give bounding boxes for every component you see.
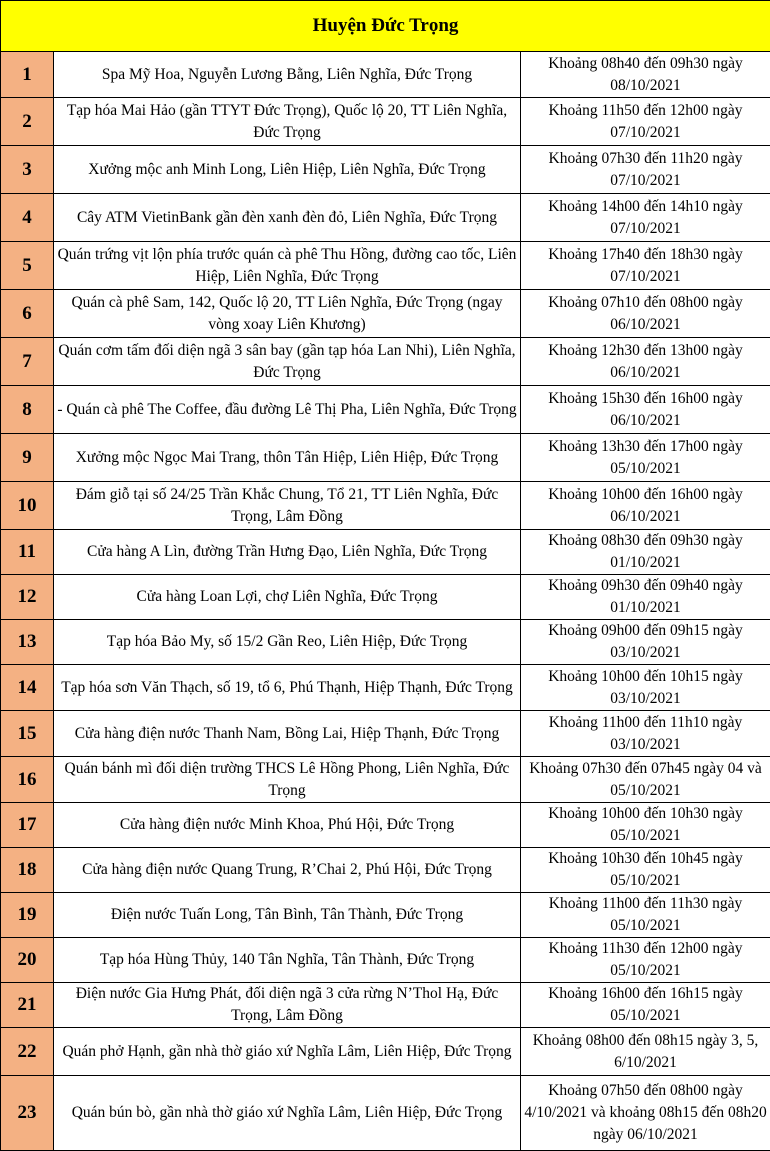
table-row xyxy=(1,665,770,711)
table-title: Huyện Đức Trọng xyxy=(1,1,770,52)
location-cell: Tạp hóa Bảo My, số 15/2 Gần Reo, Liên Hiệp, Đức Trọng xyxy=(54,620,521,665)
table-row xyxy=(1,482,770,530)
time-cell: Khoảng 11h50 đến 12h00 ngày 07/10/2021 xyxy=(521,98,770,146)
time-cell: Khoảng 07h30 đến 11h20 ngày 07/10/2021 xyxy=(521,146,770,194)
location-cell: Quán trứng vịt lộn phía trước quán cà phê Thu Hồng, đường cao tốc, Liên Hiệp, Liên Nghĩa, Đức Trọng xyxy=(54,242,521,290)
location-cell: Quán cơm tấm đối diện ngã 3 sân bay (gần tạp hóa Lan Nhi), Liên Nghĩa, Đức Trọng xyxy=(54,338,521,386)
row-number: 15 xyxy=(1,711,54,757)
row-number: 12 xyxy=(1,575,54,620)
table-row xyxy=(1,52,770,98)
location-cell: Quán phở Hạnh, gần nhà thờ giáo xứ Nghĩa Lâm, Liên Hiệp, Đức Trọng xyxy=(54,1028,521,1076)
table-row xyxy=(1,757,770,803)
time-cell: Khoảng 07h30 đến 07h45 ngày 04 và 05/10/2021 xyxy=(521,757,770,803)
time-cell: Khoảng 16h00 đến 16h15 ngày 05/10/2021 xyxy=(521,983,770,1028)
time-cell: Khoảng 10h00 đến 10h15 ngày 03/10/2021 xyxy=(521,665,770,711)
time-cell: Khoảng 09h00 đến 09h15 ngày 03/10/2021 xyxy=(521,620,770,665)
row-number: 18 xyxy=(1,848,54,893)
location-cell: Cửa hàng Loan Lợi, chợ Liên Nghĩa, Đức Trọng xyxy=(54,575,521,620)
table-row xyxy=(1,893,770,938)
time-cell: Khoảng 14h00 đến 14h10 ngày 07/10/2021 xyxy=(521,194,770,242)
row-number: 3 xyxy=(1,146,54,194)
location-cell: Cửa hàng điện nước Thanh Nam, Bồng Lai, Hiệp Thạnh, Đức Trọng xyxy=(54,711,521,757)
row-number: 9 xyxy=(1,434,54,482)
row-number: 16 xyxy=(1,757,54,803)
table-row xyxy=(1,848,770,893)
location-cell: Quán cà phê Sam, 142, Quốc lộ 20, TT Liên Nghĩa, Đức Trọng (ngay vòng xoay Liên Khương) xyxy=(54,290,521,338)
row-number: 5 xyxy=(1,242,54,290)
time-cell: Khoảng 10h00 đến 10h30 ngày 05/10/2021 xyxy=(521,803,770,848)
location-cell: Tạp hóa sơn Văn Thạch, số 19, tổ 6, Phú Thạnh, Hiệp Thạnh, Đức Trọng xyxy=(54,665,521,711)
time-cell: Khoảng 08h40 đến 09h30 ngày 08/10/2021 xyxy=(521,52,770,98)
table-row xyxy=(1,98,770,146)
row-number: 20 xyxy=(1,938,54,983)
row-number: 6 xyxy=(1,290,54,338)
time-cell: Khoảng 10h00 đến 16h00 ngày 06/10/2021 xyxy=(521,482,770,530)
row-number: 8 xyxy=(1,386,54,434)
location-cell: Cửa hàng A Lìn, đường Trần Hưng Đạo, Liên Nghĩa, Đức Trọng xyxy=(54,530,521,575)
location-cell: Xưởng mộc Ngọc Mai Trang, thôn Tân Hiệp, Liên Hiệp, Đức Trọng xyxy=(54,434,521,482)
location-cell: Tạp hóa Mai Hảo (gần TTYT Đức Trọng), Quốc lộ 20, TT Liên Nghĩa, Đức Trọng xyxy=(54,98,521,146)
time-cell: Khoảng 13h30 đến 17h00 ngày 05/10/2021 xyxy=(521,434,770,482)
row-number: 22 xyxy=(1,1028,54,1076)
time-cell: Khoảng 11h00 đến 11h10 ngày 03/10/2021 xyxy=(521,711,770,757)
row-number: 23 xyxy=(1,1076,54,1151)
row-number: 14 xyxy=(1,665,54,711)
table-row xyxy=(1,711,770,757)
time-cell: Khoảng 07h50 đến 08h00 ngày 4/10/2021 và khoảng 08h15 đến 08h20 ngày 06/10/2021 xyxy=(521,1076,770,1151)
row-number: 19 xyxy=(1,893,54,938)
time-cell: Khoảng 10h30 đến 10h45 ngày 05/10/2021 xyxy=(521,848,770,893)
location-cell: Tạp hóa Hùng Thủy, 140 Tân Nghĩa, Tân Thành, Đức Trọng xyxy=(54,938,521,983)
location-cell: Cây ATM VietinBank gần đèn xanh đèn đỏ, Liên Nghĩa, Đức Trọng xyxy=(54,194,521,242)
table-row xyxy=(1,338,770,386)
row-number: 1 xyxy=(1,52,54,98)
table-row xyxy=(1,1076,770,1151)
location-cell: Quán bún bò, gần nhà thờ giáo xứ Nghĩa Lâm, Liên Hiệp, Đức Trọng xyxy=(54,1076,521,1151)
location-cell: Điện nước Gia Hưng Phát, đối diện ngã 3 cửa rừng N’Thol Hạ, Đức Trọng, Lâm Đồng xyxy=(54,983,521,1028)
table-row xyxy=(1,983,770,1028)
row-number: 21 xyxy=(1,983,54,1028)
row-number: 13 xyxy=(1,620,54,665)
location-cell: - Quán cà phê The Coffee, đầu đường Lê Thị Pha, Liên Nghĩa, Đức Trọng xyxy=(54,386,521,434)
time-cell: Khoảng 12h30 đến 13h00 ngày 06/10/2021 xyxy=(521,338,770,386)
row-number: 2 xyxy=(1,98,54,146)
table-row xyxy=(1,386,770,434)
location-cell: Spa Mỹ Hoa, Nguyễn Lương Bằng, Liên Nghĩa, Đức Trọng xyxy=(54,52,521,98)
table-row xyxy=(1,146,770,194)
table-row xyxy=(1,434,770,482)
row-number: 11 xyxy=(1,530,54,575)
row-number: 7 xyxy=(1,338,54,386)
table-row xyxy=(1,194,770,242)
table-row xyxy=(1,803,770,848)
table-row xyxy=(1,242,770,290)
table-row xyxy=(1,290,770,338)
row-number: 10 xyxy=(1,482,54,530)
time-cell: Khoảng 08h00 đến 08h15 ngày 3, 5, 6/10/2021 xyxy=(521,1028,770,1076)
location-cell: Xưởng mộc anh Minh Long, Liên Hiệp, Liên Nghĩa, Đức Trọng xyxy=(54,146,521,194)
location-cell: Quán bánh mì đối diện trường THCS Lê Hồng Phong, Liên Nghĩa, Đức Trọng xyxy=(54,757,521,803)
location-cell: Cửa hàng điện nước Minh Khoa, Phú Hội, Đức Trọng xyxy=(54,803,521,848)
table-row xyxy=(1,575,770,620)
time-cell: Khoảng 08h30 đến 09h30 ngày 01/10/2021 xyxy=(521,530,770,575)
time-cell: Khoảng 15h30 đến 16h00 ngày 06/10/2021 xyxy=(521,386,770,434)
row-number: 17 xyxy=(1,803,54,848)
location-cell: Điện nước Tuấn Long, Tân Bình, Tân Thành, Đức Trọng xyxy=(54,893,521,938)
location-cell: Cửa hàng điện nước Quang Trung, R’Chai 2, Phú Hội, Đức Trọng xyxy=(54,848,521,893)
location-cell: Đám giỗ tại số 24/25 Trần Khắc Chung, Tổ 21, TT Liên Nghĩa, Đức Trọng, Lâm Đồng xyxy=(54,482,521,530)
time-cell: Khoảng 07h10 đến 08h00 ngày 06/10/2021 xyxy=(521,290,770,338)
time-cell: Khoảng 11h30 đến 12h00 ngày 05/10/2021 xyxy=(521,938,770,983)
time-cell: Khoảng 09h30 đến 09h40 ngày 01/10/2021 xyxy=(521,575,770,620)
time-cell: Khoảng 11h00 đến 11h30 ngày 05/10/2021 xyxy=(521,893,770,938)
table-row xyxy=(1,1028,770,1076)
row-number: 4 xyxy=(1,194,54,242)
table-row xyxy=(1,938,770,983)
title-row xyxy=(1,1,770,52)
table-row xyxy=(1,530,770,575)
time-cell: Khoảng 17h40 đến 18h30 ngày 07/10/2021 xyxy=(521,242,770,290)
table-row xyxy=(1,620,770,665)
